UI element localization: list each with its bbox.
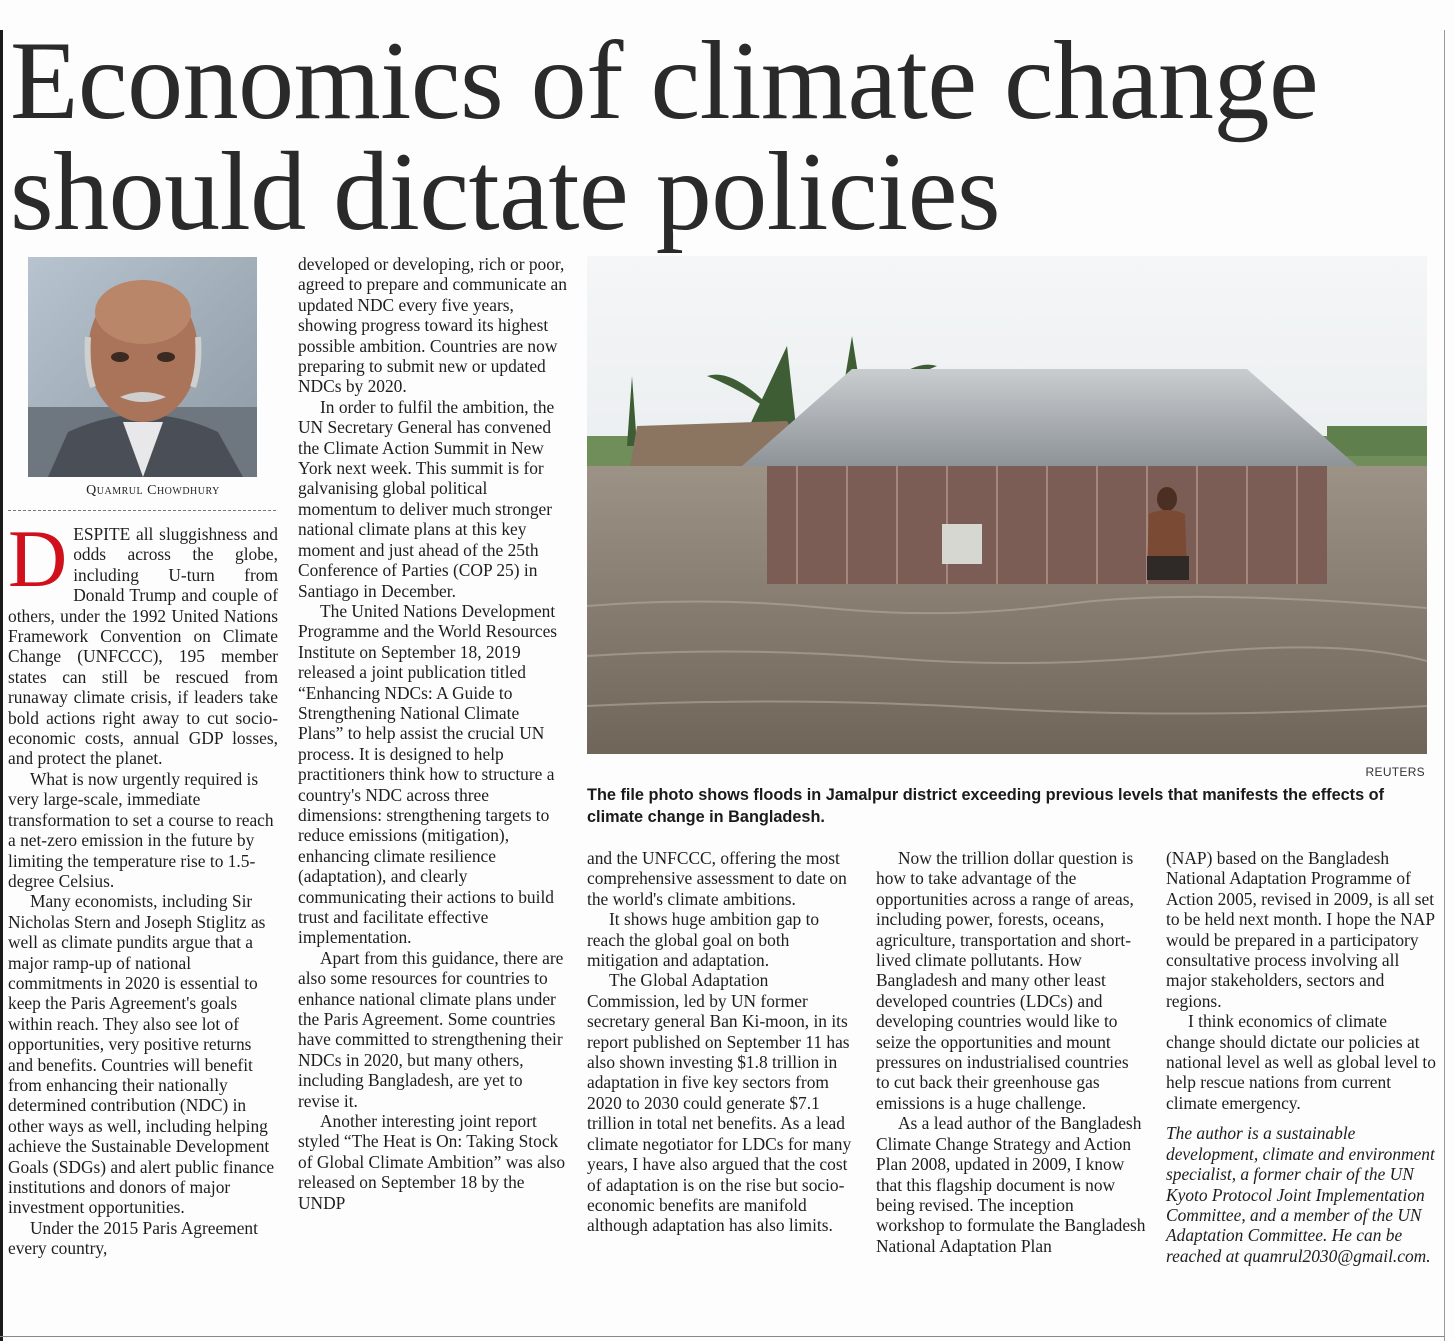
paragraph: Under the 2015 Paris Agreement every country,: [8, 1217, 258, 1259]
paragraph: developed or developing, rich or poor, agreed to prepare and communicate an updated NDC every five years, showing progress toward its highest possible ambition. Countries are now preparing to submit new or updated NDCs by 2020.: [298, 254, 567, 397]
article-column-3: [587, 848, 855, 1236]
paragraph: The Global Adaptation Commission, led by UN former secretary general Ban Ki-moon, in its report published on September 11 has also shown investing $1.8 trillion in adaptation in five key sectors from 2020 to 2030 could generate $7.1 trillion in total net benefits. As a lead climate negotiator for LDCs for many years, I have also argued that the cost of adaptation is on the rise but socio-economic benefits are manifold although adaptation has also limits.: [587, 970, 852, 1236]
photo-caption: The file photo shows floods in Jamalpur district exceeding previous levels that manifests the effects of climate change in Bangladesh.: [587, 786, 1385, 826]
paragraph: Now the trillion dollar question is how to take advantage of the opportunities across a range of areas, including power, forests, oceans, agriculture, transportation and short-lived climate pollutants. How Bangladesh and many other least developed countries (LDCs) and developing countries would like to seize the opportunities and mount pressures on industrialised countries to cut back their greenhouse gas emissions is a huge challenge.: [876, 848, 1134, 1113]
article-column-4: [876, 848, 1146, 1256]
flooded-house-photo: [587, 256, 1427, 754]
drop-cap: D: [8, 513, 68, 604]
paragraph: It shows huge ambition gap to reach the global goal on both mitigation and adaptation.: [587, 909, 820, 971]
paragraph: In order to fulfil the ambition, the UN Secretary General has convened the Climate Action Summit in New York next week. This summit is for galvanising global political momentum to deliver much stronger national climate plans at this key moment and just ahead of the 25th Conference of Parties (COP 25) in Santiago in December.: [298, 396, 555, 601]
article-column-5: [1166, 848, 1436, 1266]
left-border: [0, 30, 3, 1341]
article-column-2: [298, 254, 568, 1213]
paragraph: The United Nations Development Programme and the World Resources Institute on September 18, 2019 released a joint publication titled “Enhancing NDCs: A Guide to Strengthening National Climate Plans” to help assist the crucial UN process. It is designed to help practitioners think how to structure a country's NDC across three dimensions: strengthening targets to reduce emissions (mitigation), enhancing climate resilience (adaptation), and clearly communicating their actions to build trust and facilitate effective implementation.: [298, 600, 558, 948]
headline: Economics of climate change should dictate policies: [10, 19, 1319, 254]
author-tagline: The author is a sustainable development, climate and environment specialist, a former chair of the UN Kyoto Protocol Joint Implementation Committee, and a member of the UN Adaptation Committee. He can be reached at quamrul2030@gmail.com.: [1166, 1123, 1435, 1266]
right-border: [1444, 30, 1445, 1341]
author-portrait: [28, 257, 257, 477]
paragraph: What is now urgently required is very large-scale, immediate transformation to set a course to reach a net-zero emission in the future by limiting the temperature rise to 1.5-degree Celsius.: [8, 768, 274, 891]
byline-divider: [8, 510, 276, 511]
paragraph: As a lead author of the Bangladesh Climate Change Strategy and Action Plan 2008, updated in 2009, I know that this flagship document is now being revised. The inception workshop to formulate the Bangladesh National Adaptation Plan: [876, 1113, 1146, 1256]
paragraph: Many economists, including Sir Nicholas Stern and Joseph Stiglitz as well as climate pundits argue that a major ramp-up of national commitments in 2020 is essential to keep the Paris Agreement's goals within reach. They also see lot of opportunities, very positive returns and benefits. Countries will benefit from enhancing their nationally determined contribution (NDC) in other ways as well, including helping achieve the Sustainable Development Goals (SDGs) and alert public finance institutions and donors of major investment opportunities.: [8, 891, 275, 1218]
paragraph: Another interesting joint report styled “The Heat is On: Taking Stock of Global Climate Ambition” was also released on September 18 by the UNDP: [298, 1111, 566, 1213]
paragraph: and the UNFCCC, offering the most comprehensive assessment to date on the world's climate ambitions.: [587, 848, 847, 909]
paragraph: Apart from this guidance, there are also some resources for countries to enhance national climate plans under the Paris Agreement. Some countries have committed to strengthening their NDCs in 2020, but many others, including Bangladesh, are yet to revise it.: [298, 947, 564, 1111]
bottom-border: [0, 1336, 1445, 1337]
lead-paragraph: DESPITE all sluggishness and odds across the globe, including U-turn from Donald Trump and couple of others, under the 1992 United Nations Framework Convention on Climate Change (UNFCCC), 195 member states can still be rescued from runaway climate crisis, if leaders take bold actions right away to cut socio-economic costs, annual GDP losses, and protect the planet.: [8, 513, 278, 769]
article-column-1: [8, 513, 278, 1259]
paragraph: I think economics of climate change should dictate our policies at national level as well as global level to help rescue nations from current climate emergency.: [1166, 1011, 1436, 1113]
paragraph: (NAP) based on the Bangladesh National Adaptation Programme of Action 2005, revised in 2009, is all set to be held next month. I hope the NAP would be prepared in a participatory consultative process involving all major stakeholders, sectors and regions.: [1166, 848, 1435, 1011]
author-name: Quamrul Chowdhury: [86, 483, 220, 498]
photo-credit: REUTERS: [1365, 765, 1425, 779]
